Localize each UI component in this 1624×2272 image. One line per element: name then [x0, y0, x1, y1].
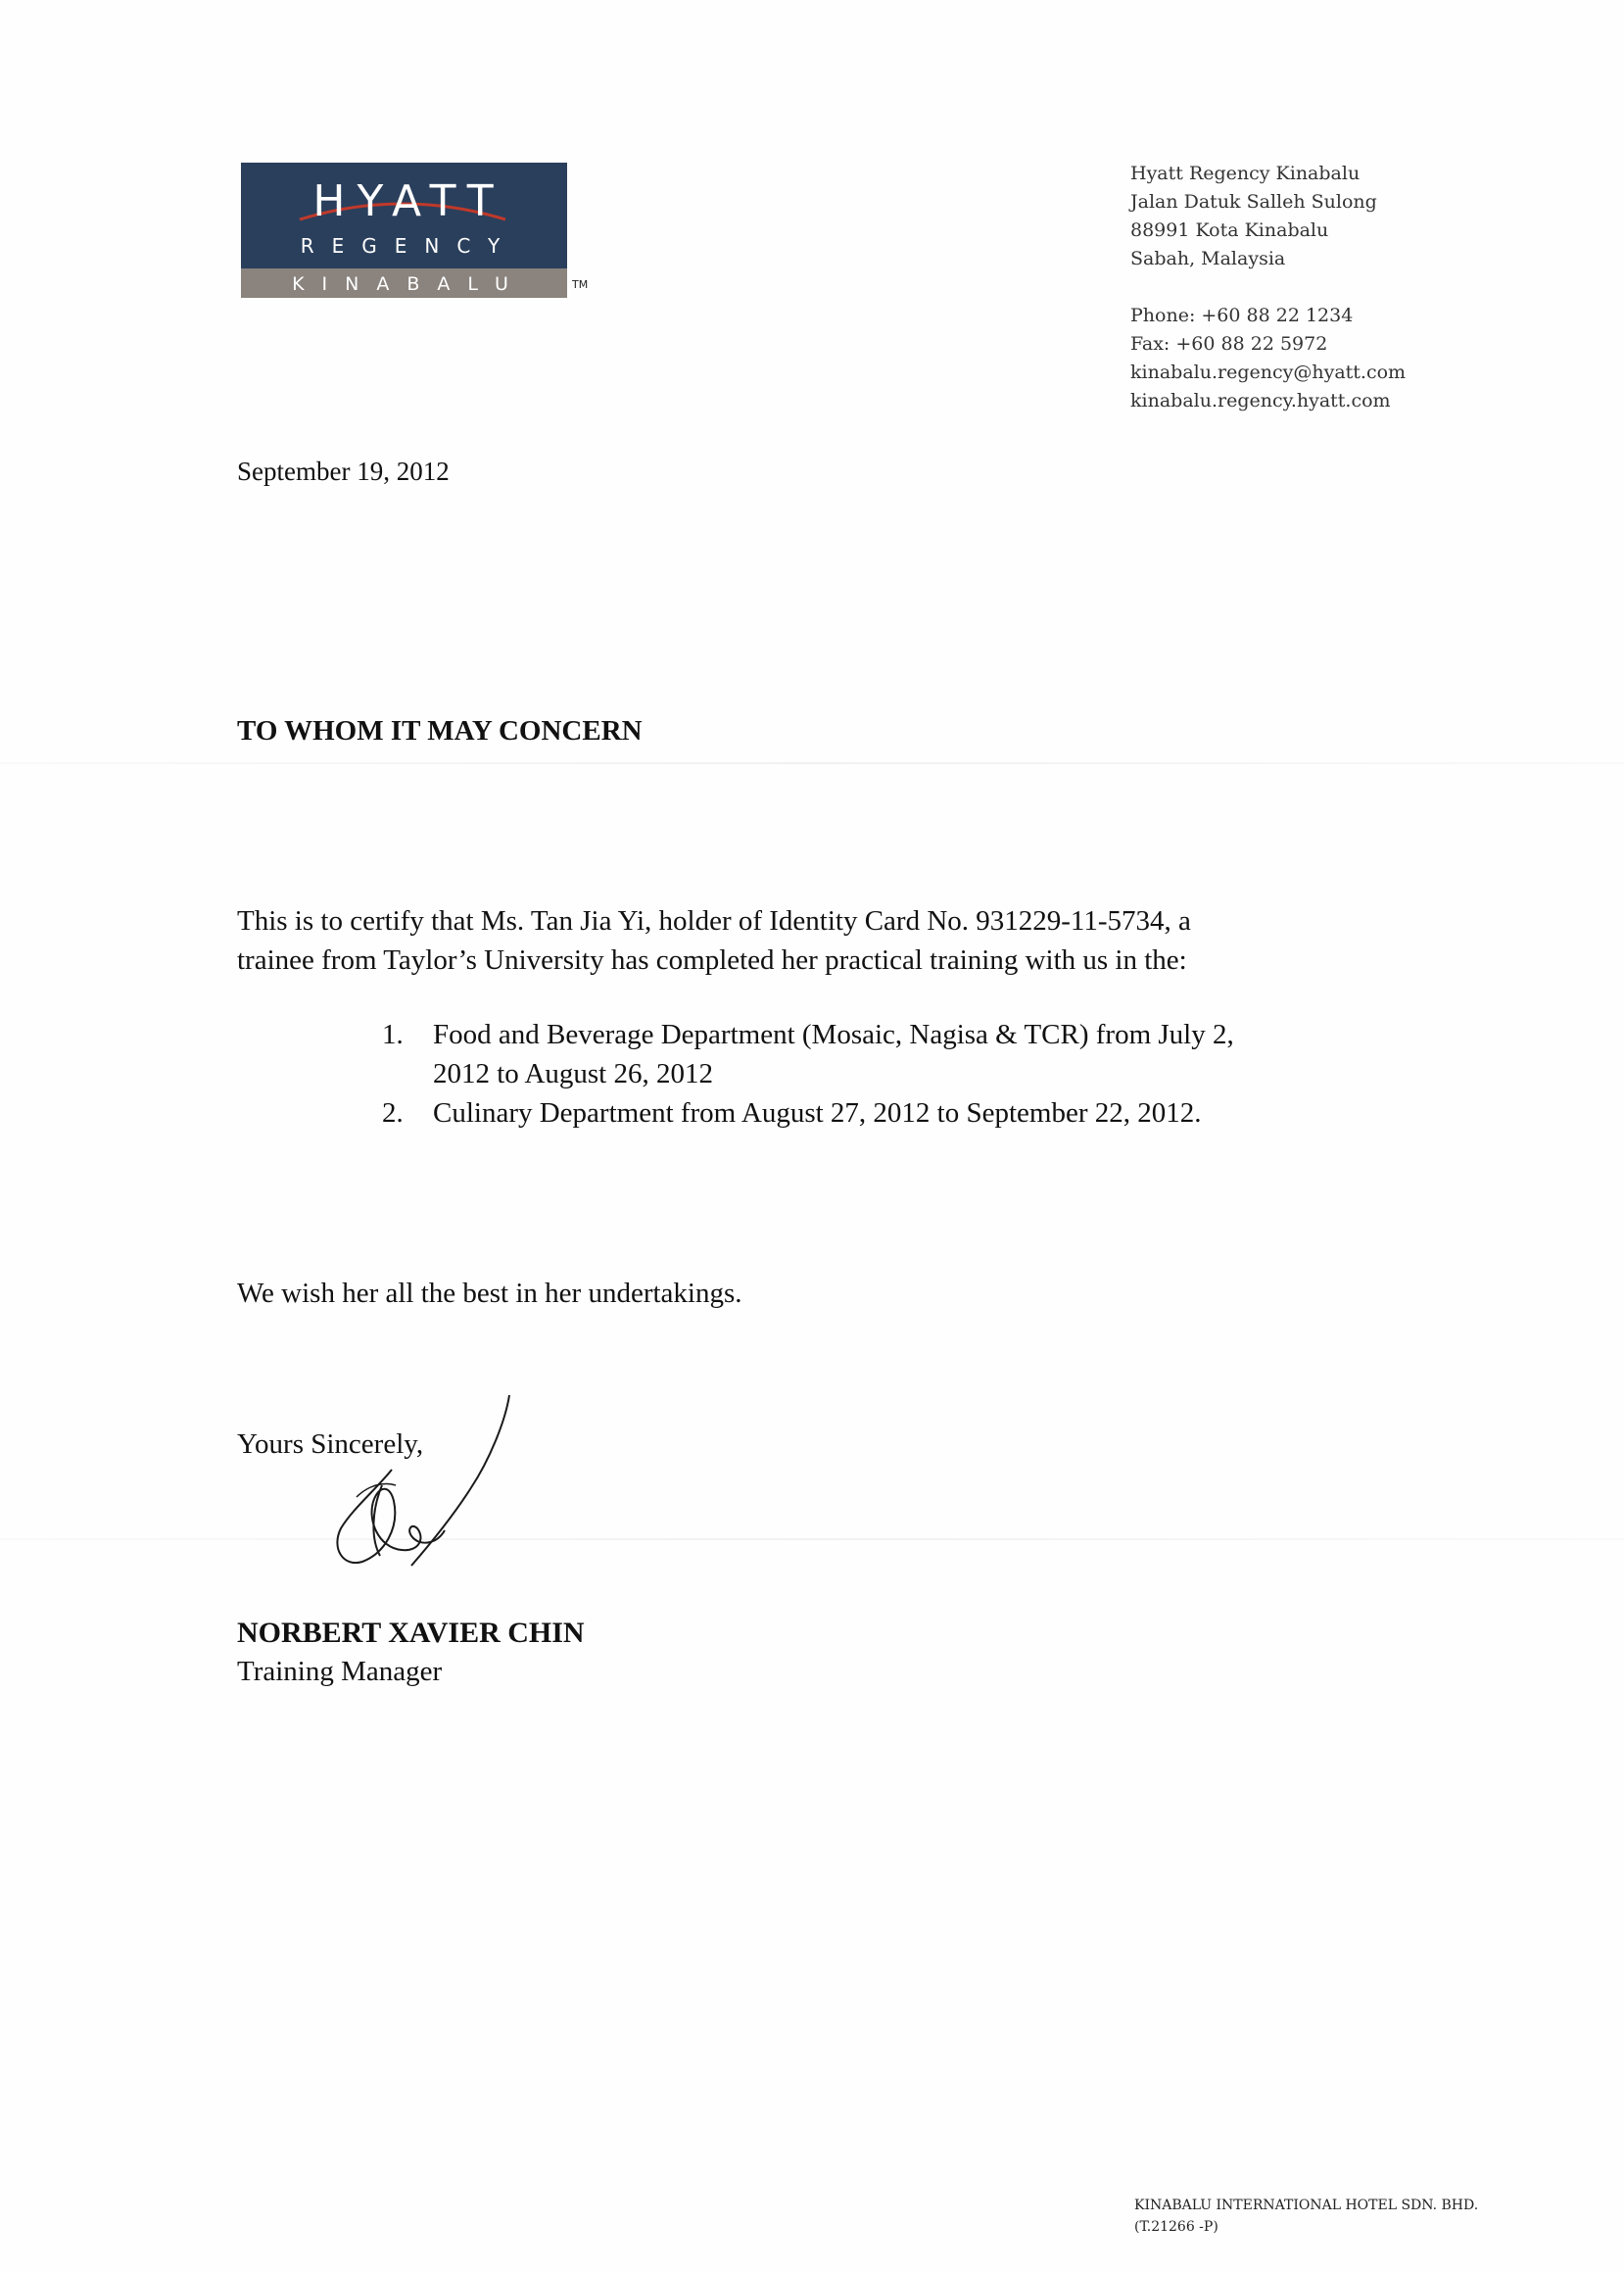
- paper-fold-line: [0, 762, 1624, 764]
- list-number: 2.: [382, 1097, 404, 1129]
- hotel-city: 88991 Kota Kinabalu: [1130, 219, 1329, 241]
- footer-company-name: KINABALU INTERNATIONAL HOTEL SDN. BHD.: [1134, 2198, 1479, 2213]
- hotel-phone: Phone: +60 88 22 1234: [1130, 305, 1354, 326]
- list-item-line: Food and Beverage Department (Mosaic, Nagisa & TCR) from July 2,: [433, 1019, 1234, 1050]
- hotel-address-block: [1130, 160, 1406, 415]
- company-footer: [1134, 2195, 1478, 2238]
- hotel-email: kinabalu.regency@hyatt.com: [1130, 362, 1407, 383]
- logo-kinabalu-text: KINABALU: [292, 273, 526, 295]
- hotel-fax: Fax: +60 88 22 5972: [1130, 333, 1328, 355]
- certification-paragraph: [237, 901, 1393, 980]
- sign-off: Yours Sincerely,: [237, 1428, 424, 1460]
- letter-date: September 19, 2012: [237, 457, 450, 486]
- signer-title: Training Manager: [237, 1656, 443, 1687]
- logo-regency-text: REGENCY: [300, 234, 518, 258]
- letter-heading: TO WHOM IT MAY CONCERN: [237, 715, 643, 747]
- paragraph-line: This is to certify that Ms. Tan Jia Yi, holder of Identity Card No. 931229-11-5734, a: [237, 905, 1191, 937]
- hotel-name: Hyatt Regency Kinabalu: [1130, 163, 1361, 184]
- list-item-line: 2012 to August 26, 2012: [433, 1058, 713, 1089]
- list-item-line: Culinary Department from August 27, 2012 to September 22, 2012.: [433, 1097, 1202, 1129]
- address-spacer: [1130, 273, 1406, 302]
- list-number: 1.: [382, 1019, 404, 1050]
- hotel-website: kinabalu.regency.hyatt.com: [1130, 390, 1391, 411]
- list-item: [382, 1015, 1234, 1093]
- signer-name: NORBERT XAVIER CHIN: [237, 1617, 585, 1649]
- handwritten-signature: [323, 1391, 529, 1587]
- paper-fold-line: [0, 1538, 1624, 1540]
- paragraph-line: trainee from Taylor’s University has completed her practical training with us in the:: [237, 944, 1187, 976]
- closing-sentence: We wish her all the best in her undertakings.: [237, 1278, 742, 1309]
- footer-registration: (T.21266 -P): [1134, 2219, 1218, 2235]
- list-item: [382, 1093, 1234, 1133]
- logo-brand-text: HYATT: [312, 176, 505, 226]
- trademark-mark: TM: [572, 278, 589, 291]
- hotel-street: Jalan Datuk Salleh Sulong: [1130, 191, 1377, 213]
- department-list: [382, 1015, 1234, 1133]
- hyatt-regency-logo: [241, 163, 567, 298]
- hotel-region: Sabah, Malaysia: [1130, 248, 1286, 269]
